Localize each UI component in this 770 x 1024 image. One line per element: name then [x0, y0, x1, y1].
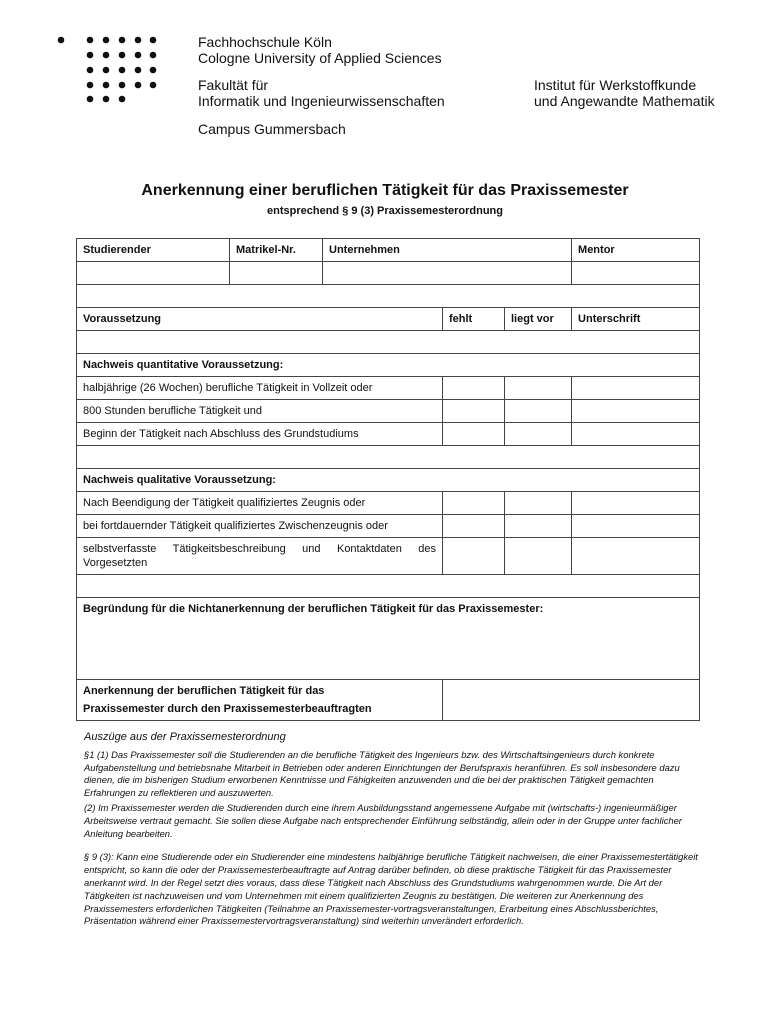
faculty-line-2: Informatik und Ingenieurwissenschaften	[198, 93, 445, 109]
requirement-header: Voraussetzung	[77, 308, 443, 331]
signature-field[interactable]	[572, 538, 700, 575]
table-row	[77, 515, 700, 538]
institute-line-2: und Angewandte Mathematik	[534, 93, 715, 109]
approval-line-2: Praxissemester durch den Praxissemesterbeauftragten	[83, 703, 372, 715]
table-row	[77, 423, 700, 446]
qual-item-1: Nach Beendigung der Tätigkeit qualifiziertes Zeugnis oder	[77, 492, 443, 515]
approval-signature-field[interactable]	[443, 680, 700, 721]
present-checkbox[interactable]	[505, 492, 572, 515]
approval-line-1: Anerkennung der beruflichen Tätigkeit für das	[83, 685, 325, 697]
spacer-row	[77, 331, 700, 354]
missing-checkbox[interactable]	[443, 538, 505, 575]
missing-checkbox[interactable]	[443, 515, 505, 538]
table-row	[77, 680, 700, 721]
spacer-row	[77, 575, 700, 598]
missing-checkbox[interactable]	[443, 423, 505, 446]
school-name	[198, 34, 442, 66]
mentor-header: Mentor	[572, 239, 700, 262]
table-row	[77, 239, 700, 262]
signature-field[interactable]	[572, 377, 700, 400]
table-row	[77, 285, 700, 308]
quant-item-3: Beginn der Tätigkeit nach Abschluss des Grundstudiums	[77, 423, 443, 446]
institute-line-1: Institut für Werkstoffkunde	[534, 77, 697, 93]
table-row	[77, 377, 700, 400]
missing-header: fehlt	[443, 308, 505, 331]
table-row	[77, 331, 700, 354]
recognition-form-table	[76, 238, 700, 721]
qual-item-2: bei fortdauernder Tätigkeit qualifiziertes Zwischenzeugnis oder	[77, 515, 443, 538]
rejection-reason-field[interactable]	[77, 598, 700, 680]
school-name-de: Fachhochschule Köln	[198, 34, 332, 50]
table-row	[77, 308, 700, 331]
student-field[interactable]	[77, 262, 230, 285]
campus-name: Campus Gummersbach	[198, 121, 346, 137]
matrikel-field[interactable]	[230, 262, 323, 285]
present-header: liegt vor	[505, 308, 572, 331]
table-row	[77, 598, 700, 680]
table-row	[77, 400, 700, 423]
quant-item-2: 800 Stunden berufliche Tätigkeit und	[77, 400, 443, 423]
present-checkbox[interactable]	[505, 423, 572, 446]
quant-item-1: halbjährige (26 Wochen) berufliche Tätigkeit in Vollzeit oder	[77, 377, 443, 400]
mentor-field[interactable]	[572, 262, 700, 285]
present-checkbox[interactable]	[505, 515, 572, 538]
missing-checkbox[interactable]	[443, 377, 505, 400]
table-row	[77, 575, 700, 598]
excerpt-paragraph-3: § 9 (3): Kann eine Studierende oder ein Studierender eine mindestens halbjährige berufliche Tätigkeit nachweisen, die einer Praxissemestertätigkeit entspricht, so kann die oder der Praxissemesterbeauftragte auf Antrag darüber befinden, ob diese praktische Tätigkeit für das Praxissemester anerkannt wird. In der Regel setzt dies voraus, dass diese Tätigkeit nach Abschluss des Grundstudiums wahrgenommen wurde. Die Art der Tätigkeiten ist nachzuweisen und vom Unternehmen mit einem qualifizierten Zeugnis zu bestätigen. Die weiteren zur Anerkennung des Praxissemesters erforderlichen Tätigkeiten (Teilnahme an Praxissemester-vortragsveranstaltungen, Erarbeitung eines Abschlussberichtes, Präsentation während einer Praxissemestervortragsveranstaltung) sind weiterhin unverändert erforderlich.	[84, 851, 698, 927]
approval-label	[77, 680, 443, 721]
student-header: Studierender	[77, 239, 230, 262]
document-subtitle: entsprechend § 9 (3) Praxissemesterordnung	[267, 205, 503, 217]
missing-checkbox[interactable]	[443, 492, 505, 515]
faculty-line-1: Fakultät für	[198, 77, 269, 93]
table-row	[77, 469, 700, 492]
qual-item-3: selbstverfasste Tätigkeitsbeschreibung und Kontaktdaten des Vorgesetzten	[77, 538, 443, 575]
institute-name	[534, 77, 715, 109]
excerpt-paragraph-1: §1 (1) Das Praxissemester soll die Studierenden an die berufliche Tätigkeit des Ingenieurs bzw. des Wirtschaftsingenieurs durch konkrete Aufgabenstellung und betriebsnahe Mitarbeit in Betrieben oder anderen Einrichtungen der Berufspraxis heranführen. Es soll insbesondere dazu dienen, die im bisherigen Studium erworbenen Kenntnisse und Fähigkeiten anzuwenden und die bei der praktischen Tätigkeit gemachten Erfahrungen zu reflektieren und auszuwerten.	[84, 748, 680, 799]
present-checkbox[interactable]	[505, 377, 572, 400]
spacer-row	[77, 446, 700, 469]
signature-field[interactable]	[572, 492, 700, 515]
missing-checkbox[interactable]	[443, 400, 505, 423]
present-checkbox[interactable]	[505, 400, 572, 423]
signature-field[interactable]	[572, 515, 700, 538]
regulation-excerpt	[84, 731, 700, 928]
quantitative-heading: Nachweis quantitative Voraussetzung:	[77, 354, 700, 377]
company-field[interactable]	[323, 262, 572, 285]
excerpt-paragraph-2: (2) Im Praxissemester werden die Studierenden durch eine ihrem Ausbildungsstand angemessene Aufgabe mit (wirtschafts-) ingenieurmäßiger Arbeitsweise vertraut gemacht. Sie sollen diese Aufgabe nach entsprechender Einführung selbständig, allein oder in der Gruppe unter fachlicher Anleitung bearbeiten.	[84, 801, 682, 839]
school-name-en: Cologne University of Applied Sciences	[198, 50, 442, 66]
document-title: Anerkennung einer beruflichen Tätigkeit für das Praxissemester	[141, 182, 629, 199]
table-row	[77, 492, 700, 515]
table-row	[77, 446, 700, 469]
qualitative-heading: Nachweis qualitative Voraussetzung:	[77, 469, 700, 492]
excerpt-heading: Auszüge aus der Praxissemesterordnung	[84, 731, 286, 743]
rejection-reason-label: Begründung für die Nichtanerkennung der beruflichen Tätigkeit für das Praxissemester:	[83, 603, 544, 615]
company-header: Unternehmen	[323, 239, 572, 262]
university-logo	[0, 0, 170, 110]
signature-field[interactable]	[572, 423, 700, 446]
signature-field[interactable]	[572, 400, 700, 423]
spacer-row	[77, 285, 700, 308]
present-checkbox[interactable]	[505, 538, 572, 575]
table-row	[77, 538, 700, 575]
table-row	[77, 262, 700, 285]
table-row	[77, 354, 700, 377]
faculty-name	[198, 77, 445, 109]
signature-header: Unterschrift	[572, 308, 700, 331]
matrikel-header: Matrikel-Nr.	[230, 239, 323, 262]
